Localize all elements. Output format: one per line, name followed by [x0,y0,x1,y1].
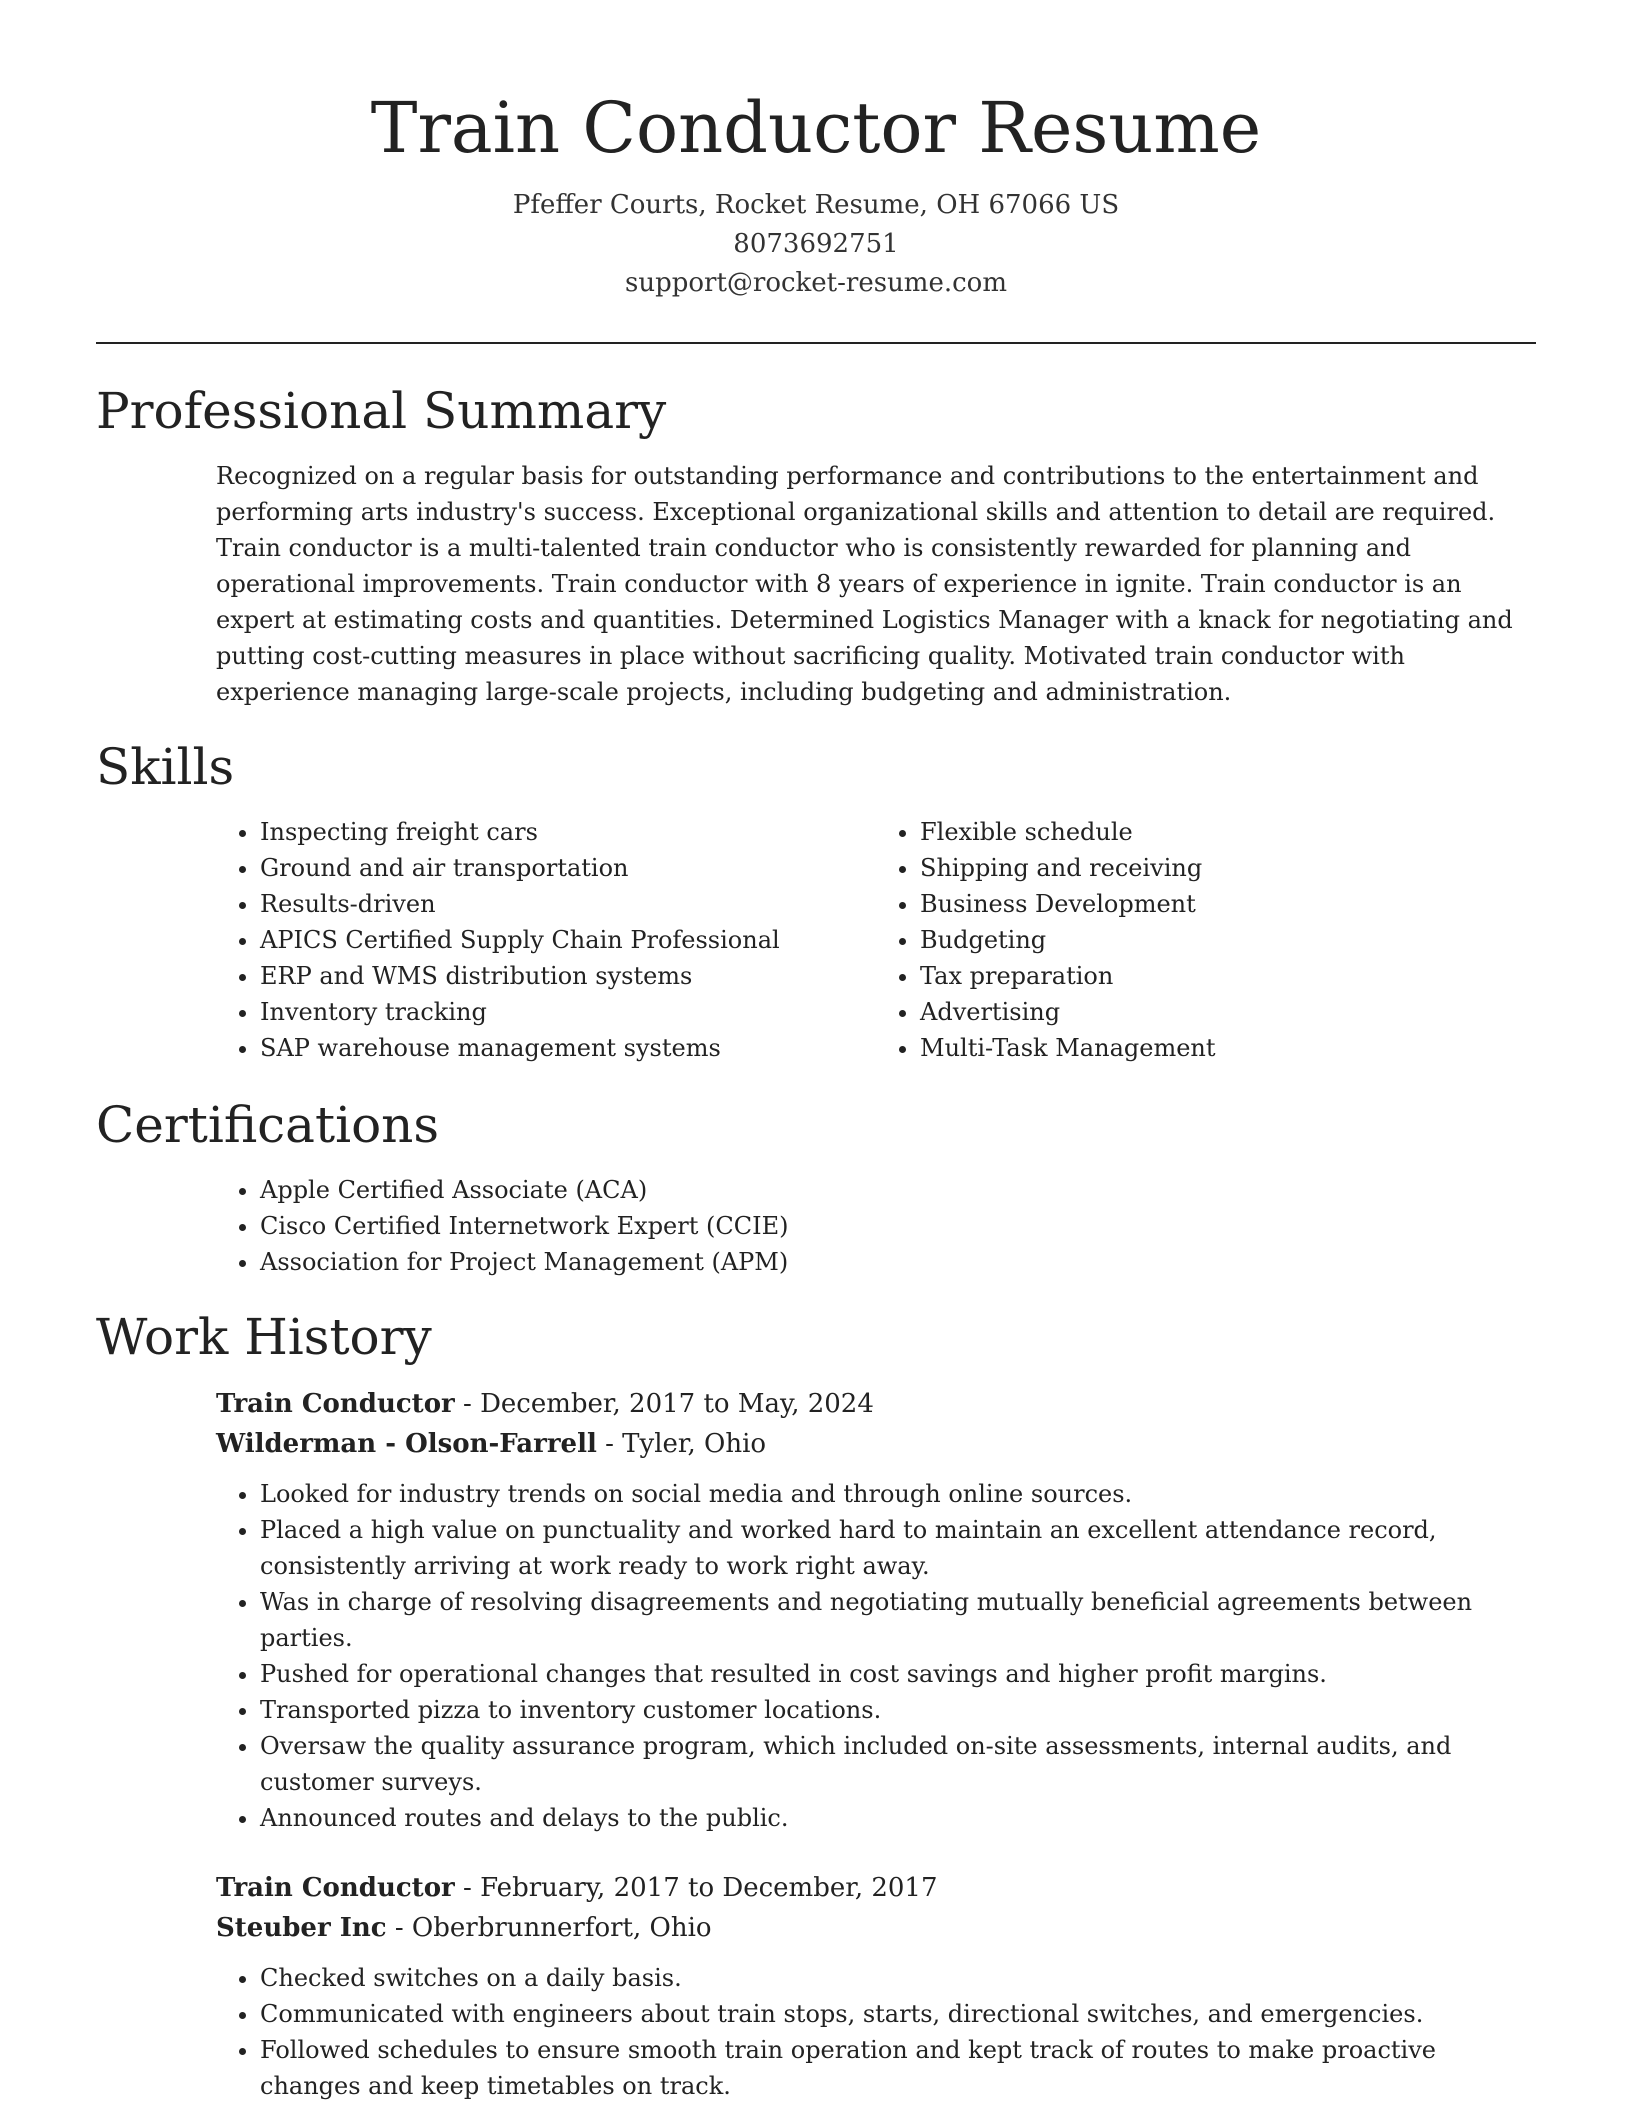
certifications-heading: Certifications [96,1096,440,1154]
job-title-line [216,1868,1536,1908]
skill-item: • Flexible schedule [920,814,1536,850]
skill-item: • Budgeting [920,922,1536,958]
skill-item: • APICS Certified Supply Chain Professional [260,922,876,958]
summary-heading: Professional Summary [96,382,667,440]
header-divider [96,342,1536,344]
job-location: - Tyler, Ohio [596,1429,767,1459]
job-bullet: • Looked for industry trends on social media and through online sources. [260,1476,1536,1512]
job-bullet: • Placed a high value on punctuality and worked hard to maintain an excellent attendance record, consistently arriving at work ready to work right away. [260,1512,1536,1584]
job-location: - Oberbrunnerfort, Ohio [386,1913,712,1943]
certification-item: • Cisco Certified Internetwork Expert (CCIE) [260,1208,1536,1244]
job-bullets [216,1476,1536,1836]
skill-item: • Business Development [920,886,1536,922]
skill-item: • Inventory tracking [260,994,876,1030]
summary-section [96,378,1536,710]
job-bullet: • Pushed for operational changes that resulted in cost savings and higher profit margins. [260,1656,1536,1692]
job-bullet: • Checked switches on a daily basis. [260,1960,1536,1996]
skills-columns [216,814,1536,1066]
job-dates: - December, 2017 to May, 2024 [454,1389,874,1419]
skills-list-right [876,814,1536,1066]
skill-item: • Inspecting freight cars [260,814,876,850]
job-bullet: • Transported pizza to inventory customer locations. [260,1692,1536,1728]
certifications-section [96,1092,1536,1280]
summary-text: Recognized on a regular basis for outstanding performance and contributions to the entertainment and performing arts industry's success. Exceptional organizational skills and attention to detail are required. Train conductor is a multi-talented train conductor who is consistently rewarded for planning and operational improvements. Train conductor with 8 years of experience in ignite. Train conductor is an expert at estimating costs and quantities. Determined Logistics Manager with a knack for negotiating and putting cost-cutting measures in place without sacrificing quality. Motivated train conductor with experience managing large-scale projects, including budgeting and administration. [216,462,1513,706]
skill-item: • Shipping and receiving [920,850,1536,886]
work-history-heading: Work History [96,1308,432,1366]
job-bullet: • Was in charge of resolving disagreements and negotiating mutually beneficial agreements between parties. [260,1584,1536,1656]
job-title: Train Conductor [216,1873,455,1903]
job-bullet: • Followed schedules to ensure smooth train operation and kept track of routes to make proactive changes and keep timetables on track. [260,2032,1536,2104]
certifications-list [216,1172,1536,1280]
skills-list-left [216,814,876,1066]
job-company: Wilderman - Olson-Farrell [216,1429,597,1459]
job-entry [216,1868,1536,2104]
skill-item: • Multi-Task Management [920,1030,1536,1066]
certification-item: • Apple Certified Associate (ACA) [260,1172,1536,1208]
job-dates: - February, 2017 to December, 2017 [454,1873,938,1903]
certifications-block [216,1172,1536,1280]
certification-item: • Association for Project Management (APM) [260,1244,1536,1280]
resume-title: Train Conductor Resume [370,87,1262,169]
job-bullets [216,1960,1536,2104]
resume-header [0,82,1632,303]
job-company: Steuber Inc [216,1913,387,1943]
skill-item: • Tax preparation [920,958,1536,994]
job-company-line [216,1908,1536,1948]
contact-email: support@rocket-resume.com [624,268,1007,298]
skills-section [96,734,1536,1066]
job-title: Train Conductor [216,1389,455,1419]
skills-heading: Skills [96,738,235,796]
skill-item: • Advertising [920,994,1536,1030]
job-bullet: • Announced routes and delays to the public. [260,1800,1536,1836]
job-bullet: • Communicated with engineers about train stops, starts, directional switches, and emergencies. [260,1996,1536,2032]
work-history-section [96,1304,1536,2104]
contact-address: Pfeffer Courts, Rocket Resume, OH 67066 US [512,190,1120,220]
skill-item: • Ground and air transportation [260,850,876,886]
skill-item: • Results-driven [260,886,876,922]
skill-item: • SAP warehouse management systems [260,1030,876,1066]
job-bullet: • Oversaw the quality assurance program, which included on-site assessments, internal audits, and customer surveys. [260,1728,1536,1800]
job-company-line [216,1424,1536,1464]
job-title-line [216,1384,1536,1424]
contact-phone: 8073692751 [733,229,899,259]
job-entry [216,1384,1536,1836]
skill-item: • ERP and WMS distribution systems [260,958,876,994]
contact-info [0,186,1632,303]
